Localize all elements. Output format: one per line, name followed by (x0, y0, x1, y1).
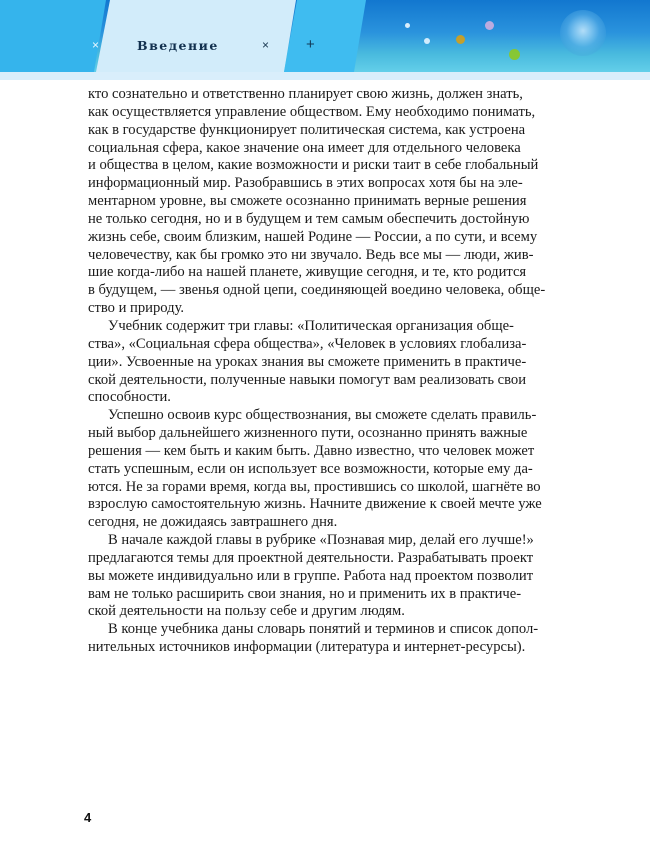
text-line: как в государстве функционирует политическая система, как устроена (88, 121, 526, 138)
text-line: жизнь себе, своим близким, нашей Родине — России, а по сути, и всему (88, 228, 538, 245)
text-line: вам не только расширить свои знания, но и применить их в практиче- (88, 585, 522, 602)
text-line: ской деятельности, полученные навыки помогут вам реализовать свои (88, 371, 527, 388)
text-line: ской деятельности на пользу себе и другим людям. (88, 603, 405, 620)
text-line: информационный мир. Разобравшись в этих вопросах хотя бы на эле- (88, 175, 523, 192)
text-line: как осуществляется управление обществом. Ему необходимо понимать, (88, 103, 536, 120)
text-line: не только сегодня, но и в будущем и тем самым обеспечить достойную (88, 210, 530, 227)
dot-lilac (485, 21, 494, 30)
sphere (560, 10, 606, 56)
text-line: нительных источников информации (литература и интернет-ресурсы). (88, 639, 526, 656)
text-line: вы можете индивидуально или в группе. Работа над проектом позволит (88, 567, 534, 584)
paragraph (88, 407, 600, 532)
text-line: ментарном уровне, вы сможете осознанно принимать верные решения (88, 193, 527, 210)
text-line: стать успешным, если он использует все возможности, которые ему да- (88, 460, 533, 477)
paragraph (88, 532, 600, 621)
dot-white-2 (424, 38, 430, 44)
text-line: ство и природу. (88, 300, 185, 317)
close-icon-active-tab[interactable]: × (262, 38, 270, 52)
text-line: Успешно освоив курс обществознания, вы сможете сделать правиль- (108, 407, 537, 424)
text-line: ются. Не за горами время, когда вы, простившись со школой, шагнёте во (88, 478, 541, 495)
text-line: и общества в целом, какие возможности и риски таит в себе глобальный (88, 157, 539, 174)
plus-icon[interactable]: + (306, 36, 315, 53)
text-line: социальная сфера, какое значение она имеет для отдельного человека (88, 139, 521, 156)
text-line: шие когда-либо на нашей планете, живущие сегодня, и те, кто родится (88, 264, 527, 281)
text-line: ный выбор дальнейшего жизненного пути, осознанно принять важные (88, 425, 528, 442)
text-line: предлагаются темы для проектной деятельности. Разрабатывать проект (88, 549, 534, 566)
page-text-body (88, 86, 600, 657)
dot-orange (456, 35, 465, 44)
text-line: ции». Усвоенные на уроках знания вы сможете применить в практиче- (88, 353, 527, 370)
text-line: человечеству, как бы громко это ни звучало. Ведь все мы — люди, жив- (88, 246, 534, 263)
browser-tab-bar (0, 0, 650, 80)
text-line: кто сознательно и ответственно планирует свою жизнь, должен знать, (88, 86, 523, 102)
new-tab-button[interactable] (284, 0, 366, 72)
text-line: сегодня, не дожидаясь завтрашнего дня. (88, 514, 338, 531)
tabbar-underline-strip (0, 72, 650, 80)
text-line: ства», «Социальная сфера общества», «Человек в условиях глобализа- (88, 335, 527, 352)
text-line: способности. (88, 389, 171, 406)
paragraph (88, 86, 600, 318)
text-line: Учебник содержит три главы: «Политическая организация обще- (108, 317, 514, 334)
paragraph (88, 318, 600, 407)
text-line: В начале каждой главы в рубрике «Познавая мир, делай его лучше!» (108, 532, 534, 549)
document-page (0, 80, 650, 865)
text-line: взрослую самостоятельную жизнь. Начните движение к своей мечте уже (88, 496, 542, 513)
paragraph (88, 621, 600, 657)
dot-white-1 (405, 23, 410, 28)
dot-green (509, 49, 520, 60)
text-line: в будущем, — звенья одной цепи, соединяющей воедино человека, обще- (88, 282, 546, 299)
tab-vvedenie[interactable] (96, 0, 296, 72)
tab-vvedenie-label: Введение (137, 38, 219, 53)
text-line: В конце учебника даны словарь понятий и терминов и список допол- (108, 621, 539, 638)
close-icon-inactive-tab[interactable]: × (92, 38, 100, 52)
page-number: 4 (84, 810, 92, 825)
text-line: решения — кем быть и каким быть. Давно известно, что человек может (88, 442, 535, 459)
